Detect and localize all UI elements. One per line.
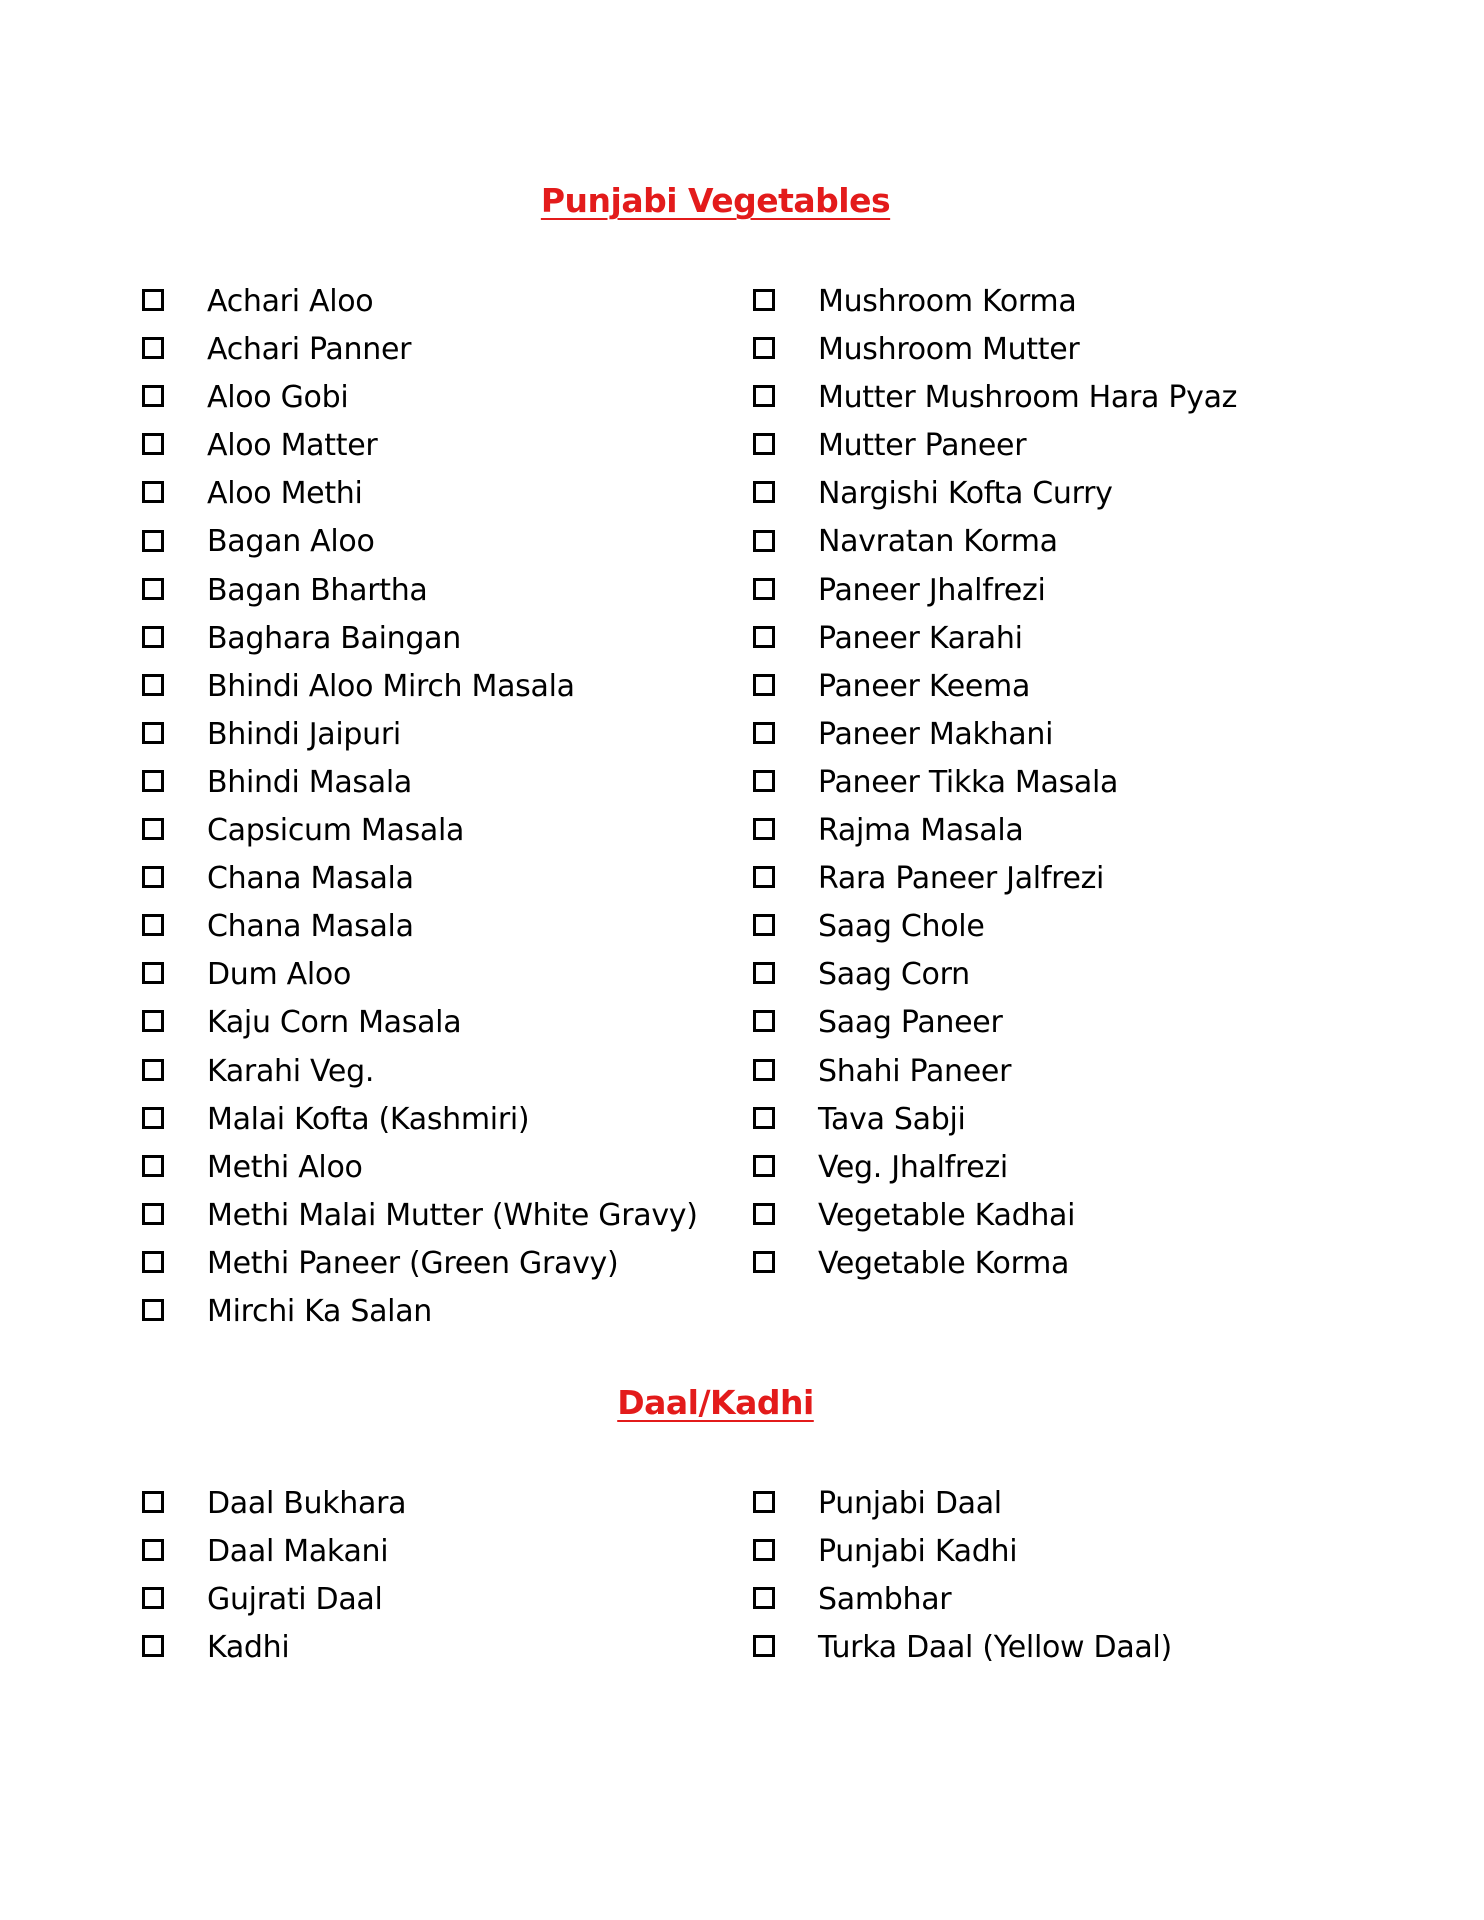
checklist-item — [753, 1192, 1076, 1240]
item-label: Bagan Bhartha — [207, 572, 428, 608]
checkbox[interactable] — [142, 1203, 164, 1225]
checkbox[interactable] — [142, 1491, 164, 1513]
checklist-item — [142, 663, 575, 711]
checkbox[interactable] — [753, 1155, 775, 1177]
item-label: Paneer Jhalfrezi — [818, 572, 1046, 608]
checkbox[interactable] — [753, 1059, 775, 1081]
daal-kadhi-left-list — [142, 1480, 407, 1672]
checkbox[interactable] — [142, 385, 164, 407]
checklist-item — [753, 1144, 1008, 1192]
checkbox[interactable] — [142, 1539, 164, 1561]
checklist-item — [142, 1576, 383, 1624]
item-label: Turka Daal (Yellow Daal) — [818, 1630, 1172, 1666]
item-label: Chana Masala — [207, 861, 414, 897]
checklist-item — [142, 1288, 432, 1336]
checkbox[interactable] — [753, 1107, 775, 1129]
item-label: Saag Paneer — [818, 1005, 1003, 1041]
item-label: Bhindi Jaipuri — [207, 716, 401, 752]
daal-kadhi-right-list — [753, 1480, 1172, 1672]
checklist-item — [753, 711, 1054, 759]
checklist-item — [142, 470, 363, 518]
item-label: Mirchi Ka Salan — [207, 1293, 432, 1329]
section-title-punjabi-vegetables: Punjabi Vegetables — [540, 181, 891, 220]
checklist-item — [142, 615, 461, 663]
item-label: Mutter Paneer — [818, 428, 1027, 464]
checkbox[interactable] — [753, 674, 775, 696]
checkbox[interactable] — [753, 385, 775, 407]
checkbox[interactable] — [753, 481, 775, 503]
item-label: Dum Aloo — [207, 957, 352, 993]
checklist-item — [142, 1480, 407, 1528]
item-label: Aloo Gobi — [207, 380, 349, 416]
checklist-item — [753, 567, 1046, 615]
checkbox[interactable] — [753, 962, 775, 984]
checklist-item — [142, 374, 349, 422]
checklist-item — [753, 759, 1119, 807]
checklist-item — [142, 326, 412, 374]
checkbox[interactable] — [142, 1059, 164, 1081]
checklist-item — [753, 855, 1105, 903]
item-label: Navratan Korma — [818, 524, 1058, 560]
checklist-item — [753, 374, 1238, 422]
checkbox[interactable] — [142, 337, 164, 359]
checklist-item — [753, 1096, 966, 1144]
item-label: Rajma Masala — [818, 813, 1024, 849]
checkbox[interactable] — [753, 1587, 775, 1609]
item-label: Saag Chole — [818, 909, 985, 945]
checklist-item — [142, 1240, 619, 1288]
checkbox[interactable] — [753, 433, 775, 455]
checklist-item — [142, 1624, 290, 1672]
item-label: Methi Paneer (Green Gravy) — [207, 1245, 619, 1281]
checkbox[interactable] — [753, 1491, 775, 1513]
item-label: Mutter Mushroom Hara Pyaz — [818, 380, 1238, 416]
checklist-item — [753, 422, 1027, 470]
checkbox[interactable] — [753, 1539, 775, 1561]
checkbox[interactable] — [142, 914, 164, 936]
checklist-item — [753, 903, 985, 951]
item-label: Punjabi Daal — [818, 1486, 1002, 1521]
checklist-item — [142, 807, 465, 855]
checkbox[interactable] — [142, 770, 164, 792]
section-title-daal-kadhi: Daal/Kadhi — [617, 1383, 814, 1422]
item-label: Shahi Paneer — [818, 1053, 1012, 1089]
checklist-item — [753, 326, 1080, 374]
checkbox[interactable] — [142, 722, 164, 744]
checkbox[interactable] — [142, 1251, 164, 1273]
checklist-item — [142, 567, 428, 615]
checkbox[interactable] — [142, 674, 164, 696]
checkbox[interactable] — [753, 914, 775, 936]
item-label: Bagan Aloo — [207, 524, 375, 560]
checklist-item — [753, 1528, 1018, 1576]
item-label: Tava Sabji — [818, 1101, 966, 1137]
item-label: Kadhi — [207, 1630, 290, 1666]
checkbox[interactable] — [142, 1107, 164, 1129]
item-label: Bhindi Aloo Mirch Masala — [207, 668, 575, 704]
item-label: Kaju Corn Masala — [207, 1005, 462, 1041]
item-label: Nargishi Kofta Curry — [818, 476, 1113, 512]
checklist-item — [142, 1192, 698, 1240]
checkbox[interactable] — [753, 722, 775, 744]
checklist-item — [753, 518, 1058, 566]
checklist-item — [753, 278, 1077, 326]
checkbox[interactable] — [142, 1587, 164, 1609]
item-label: Daal Bukhara — [207, 1486, 407, 1521]
item-label: Capsicum Masala — [207, 813, 465, 849]
checkbox[interactable] — [142, 481, 164, 503]
checklist-item — [142, 1528, 389, 1576]
item-label: Punjabi Kadhi — [818, 1534, 1018, 1570]
checklist-item — [753, 1048, 1012, 1096]
checklist-item — [142, 422, 378, 470]
checklist-item — [142, 999, 462, 1047]
checkbox[interactable] — [142, 866, 164, 888]
checklist-item — [142, 951, 352, 999]
checkbox[interactable] — [142, 433, 164, 455]
item-label: Malai Kofta (Kashmiri) — [207, 1101, 530, 1137]
item-label: Rara Paneer Jalfrezi — [818, 861, 1105, 897]
item-label: Veg. Jhalfrezi — [818, 1149, 1008, 1185]
item-label: Baghara Baingan — [207, 620, 461, 656]
item-label: Achari Aloo — [207, 284, 374, 319]
item-label: Aloo Methi — [207, 476, 363, 512]
checkbox[interactable] — [142, 1010, 164, 1032]
checkbox[interactable] — [753, 770, 775, 792]
checkbox[interactable] — [142, 289, 164, 311]
item-label: Paneer Keema — [818, 668, 1031, 704]
checkbox[interactable] — [142, 962, 164, 984]
checkbox[interactable] — [753, 866, 775, 888]
item-label: Bhindi Masala — [207, 764, 412, 800]
checkbox[interactable] — [753, 578, 775, 600]
item-label: Aloo Matter — [207, 428, 378, 464]
checkbox[interactable] — [142, 626, 164, 648]
item-label: Sambhar — [818, 1582, 952, 1618]
checklist-item — [142, 903, 414, 951]
checklist-item — [142, 759, 412, 807]
checkbox[interactable] — [142, 818, 164, 840]
item-label: Paneer Karahi — [818, 620, 1023, 656]
checklist-item — [142, 278, 374, 326]
item-label: Paneer Makhani — [818, 716, 1054, 752]
checklist-item — [142, 855, 414, 903]
checklist-item — [142, 1048, 375, 1096]
checklist-item — [753, 1240, 1070, 1288]
checkbox[interactable] — [142, 1635, 164, 1657]
checklist-item — [142, 1096, 530, 1144]
punjabi-vegetables-right-list — [753, 278, 1238, 1288]
checkbox[interactable] — [753, 818, 775, 840]
checkbox[interactable] — [753, 626, 775, 648]
checklist-item — [753, 1480, 1002, 1528]
checklist-item — [142, 1144, 363, 1192]
checklist-item — [753, 1624, 1172, 1672]
checklist-item — [753, 999, 1003, 1047]
checkbox[interactable] — [753, 337, 775, 359]
item-label: Gujrati Daal — [207, 1582, 383, 1618]
checkbox[interactable] — [142, 530, 164, 552]
item-label: Mushroom Korma — [818, 284, 1077, 319]
checklist-item — [753, 951, 970, 999]
item-label: Chana Masala — [207, 909, 414, 945]
checklist-item — [753, 470, 1113, 518]
item-label: Methi Aloo — [207, 1149, 363, 1185]
checkbox[interactable] — [753, 289, 775, 311]
item-label: Daal Makani — [207, 1534, 389, 1570]
checkbox[interactable] — [753, 1203, 775, 1225]
checkbox[interactable] — [142, 1155, 164, 1177]
item-label: Vegetable Kadhai — [818, 1197, 1076, 1233]
checklist-item — [753, 807, 1024, 855]
checklist-item — [142, 711, 401, 759]
item-label: Methi Malai Mutter (White Gravy) — [207, 1197, 698, 1233]
checkbox[interactable] — [753, 1251, 775, 1273]
checkbox[interactable] — [142, 578, 164, 600]
item-label: Paneer Tikka Masala — [818, 764, 1119, 800]
item-label: Vegetable Korma — [818, 1245, 1070, 1281]
item-label: Saag Corn — [818, 957, 970, 993]
checkbox[interactable] — [753, 530, 775, 552]
checkbox[interactable] — [142, 1299, 164, 1321]
item-label: Karahi Veg. — [207, 1053, 375, 1089]
item-label: Mushroom Mutter — [818, 332, 1080, 368]
checklist-item — [142, 518, 375, 566]
punjabi-vegetables-left-list — [142, 278, 698, 1336]
checkbox[interactable] — [753, 1635, 775, 1657]
checklist-item — [753, 615, 1023, 663]
item-label: Achari Panner — [207, 332, 412, 368]
checkbox[interactable] — [753, 1010, 775, 1032]
checklist-item — [753, 663, 1031, 711]
checklist-item — [753, 1576, 952, 1624]
